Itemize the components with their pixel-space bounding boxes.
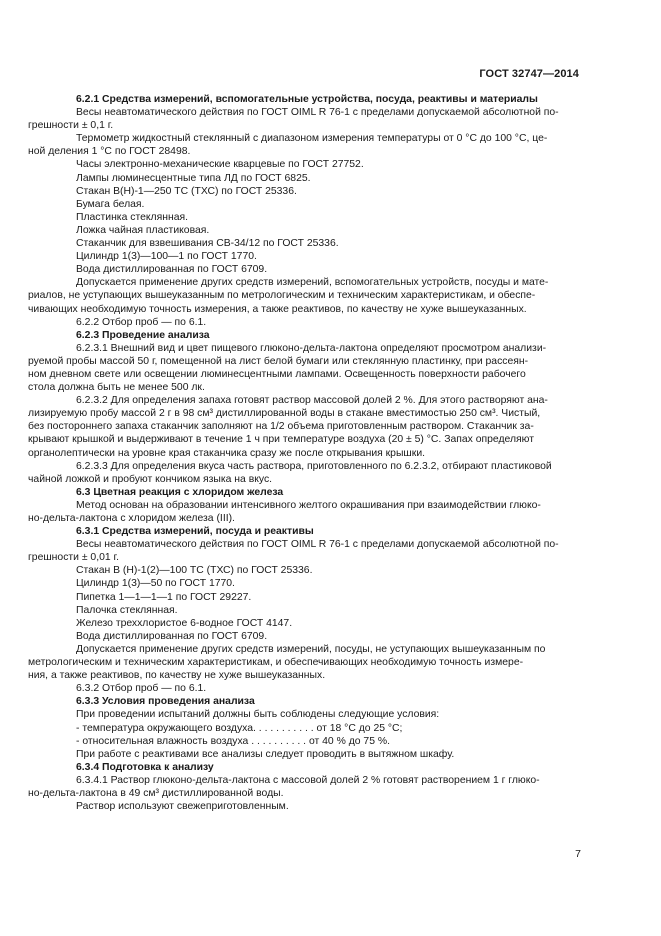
text-line: Цилиндр 1(3)—100—1 по ГОСТ 1770. [76, 251, 257, 263]
document-body [28, 93, 586, 813]
text-line: Допускается применение других средств измерений, посуды, не уступающих вышеуказанным по [76, 643, 546, 655]
section-heading: 6.3.4 Подготовка к анализу [76, 761, 214, 773]
text-line: но-дельта-лактона с хлоридом железа (III). [28, 513, 235, 524]
section-heading: 6.3 Цветная реакция с хлоридом железа [76, 486, 284, 498]
text-line: чайной ложкой и пробуют кончиком языка на вкус. [28, 473, 273, 485]
text-line: 6.2.3.1 Внешний вид и цвет пищевого глюконо-дельта-лактона определяют просмотром анализи- [76, 342, 547, 354]
text-line: Палочка стеклянная. [76, 604, 178, 616]
text-line: чивающих необходимую точность измерения, а также реактивов, по качеству не хуже вышеуказанных. [28, 303, 527, 315]
text-line: ния, а также реактивов, по качеству не хуже вышеуказанных. [28, 670, 326, 682]
text-line: Метод основан на образовании интенсивного желтого окрашивания при взаимодействии глюко- [76, 499, 541, 511]
text-line: крывают крышкой и выдерживают в течение 1 ч при температуре воздуха (20 ± 5) °С. Запах определяют [28, 434, 534, 446]
text-line: Ложка чайная пластиковая. [76, 224, 210, 236]
text-line: стола должна быть не менее 500 лк. [28, 382, 205, 394]
text-line: лизируемую пробу массой 2 г в 98 см³ дистиллированной воды в стакане вместимостью 250 см³. Чистый, [28, 408, 541, 420]
text-line: Стакан В (Н)-1(2)—100 ТС (ТХС) по ГОСТ 25336. [76, 565, 313, 577]
text-line: - температура окружающего воздуха. . . . . . . . . . . от 18 °С до 25 °С; [76, 722, 403, 734]
text-line: Бумага белая. [76, 198, 145, 210]
text-line: Цилиндр 1(3)—50 по ГОСТ 1770. [76, 578, 235, 590]
text-line: Стаканчик для взвешивания СВ-34/12 по ГОСТ 25336. [76, 238, 339, 250]
text-line: Часы электронно-механические кварцевые по ГОСТ 27752. [76, 159, 364, 171]
section-heading: 6.3.3 Условия проведения анализа [76, 696, 255, 708]
text-line: Допускается применение других средств измерений, вспомогательных устройств, посуды и мате- [76, 277, 549, 289]
text-line: Пипетка 1—1—1—1 по ГОСТ 29227. [76, 591, 252, 603]
document-code-header: ГОСТ 32747—2014 [479, 68, 579, 80]
text-line: При проведении испытаний должны быть соблюдены следующие условия: [76, 709, 440, 721]
text-line: Стакан В(Н)-1—250 ТС (ТХС) по ГОСТ 25336. [76, 185, 297, 197]
text-line: ном дневном свете или освещении люминесцентными лампами. Освещенность поверхности рабочего [28, 368, 526, 380]
text-line: органолептически на уровне края стаканчика сразу же после открывания крышки. [28, 447, 426, 459]
text-line: Вода дистиллированная по ГОСТ 6709. [76, 264, 268, 276]
text-line: Вода дистиллированная по ГОСТ 6709. [76, 630, 268, 642]
section-heading: 6.2.3 Проведение анализа [76, 329, 210, 341]
text-line: Весы неавтоматического действия по ГОСТ OIML R 76-1 с пределами допускаемой абсолютной по- [76, 539, 559, 551]
text-line: 6.2.2 Отбор проб — по 6.1. [76, 316, 207, 328]
text-line: 6.2.3.3 Для определения вкуса часть раствора, приготовленного по 6.2.3.2, отбирают пластиковой [76, 460, 552, 472]
page-number: 7 [575, 848, 581, 860]
text-line: но-дельта-лактона в 49 см³ дистиллированной воды. [28, 787, 284, 799]
text-line: Пластинка стеклянная. [76, 211, 188, 223]
text-line: Термометр жидкостный стеклянный с диапазоном измерения температуры от 0 °С до 100 °С, це- [76, 133, 548, 145]
text-line: 6.2.3.2 Для определения запаха готовят раствор массовой долей 2 %. Для этого растворяют ана- [76, 395, 548, 407]
section-heading: 6.3.1 Средства измерений, посуда и реактивы [76, 526, 314, 538]
text-line: риалов, не уступающих вышеуказанным по метрологическим и техническим характеристикам, и обеспе- [28, 290, 536, 302]
text-line: - относительная влажность воздуха . . . . . . . . . . от 40 % до 75 %. [76, 735, 391, 747]
text-line: руемой пробы массой 50 г, помещенной на лист белой бумаги или стеклянную пластинку, при рассеян- [28, 355, 529, 367]
text-line: ной деления 1 °С по ГОСТ 28498. [28, 146, 191, 158]
text-line: метрологическим и техническим характеристикам, и обеспечивающих необходимую точность измере- [28, 657, 524, 669]
text-line: 6.3.2 Отбор проб — по 6.1. [76, 683, 207, 695]
text-line: 6.3.4.1 Раствор глюконо-дельта-лактона с массовой долей 2 % готовят растворением 1 г глюко- [76, 774, 540, 786]
text-line: грешности ± 0,01 г. [28, 552, 119, 564]
text-line: Железо треххлористое 6-водное ГОСТ 4147. [76, 617, 293, 629]
text-line: При работе с реактивами все анализы следует проводить в вытяжном шкафу. [76, 748, 455, 760]
text-line: без постороннего запаха стаканчик заполняют на 1/2 объема приготовленным раствором. Стаканчик за- [28, 421, 534, 433]
text-line: грешности ± 0,1 г. [28, 120, 114, 132]
section-heading: 6.2.1 Средства измерений, вспомогательные устройства, посуда, реактивы и материалы [76, 94, 538, 105]
text-line: Раствор используют свежеприготовленным. [76, 801, 289, 813]
text-line: Лампы люминесцентные типа ЛД по ГОСТ 6825. [76, 172, 311, 184]
text-line: Весы неавтоматического действия по ГОСТ OIML R 76-1 с пределами допускаемой абсолютной по- [76, 107, 559, 119]
